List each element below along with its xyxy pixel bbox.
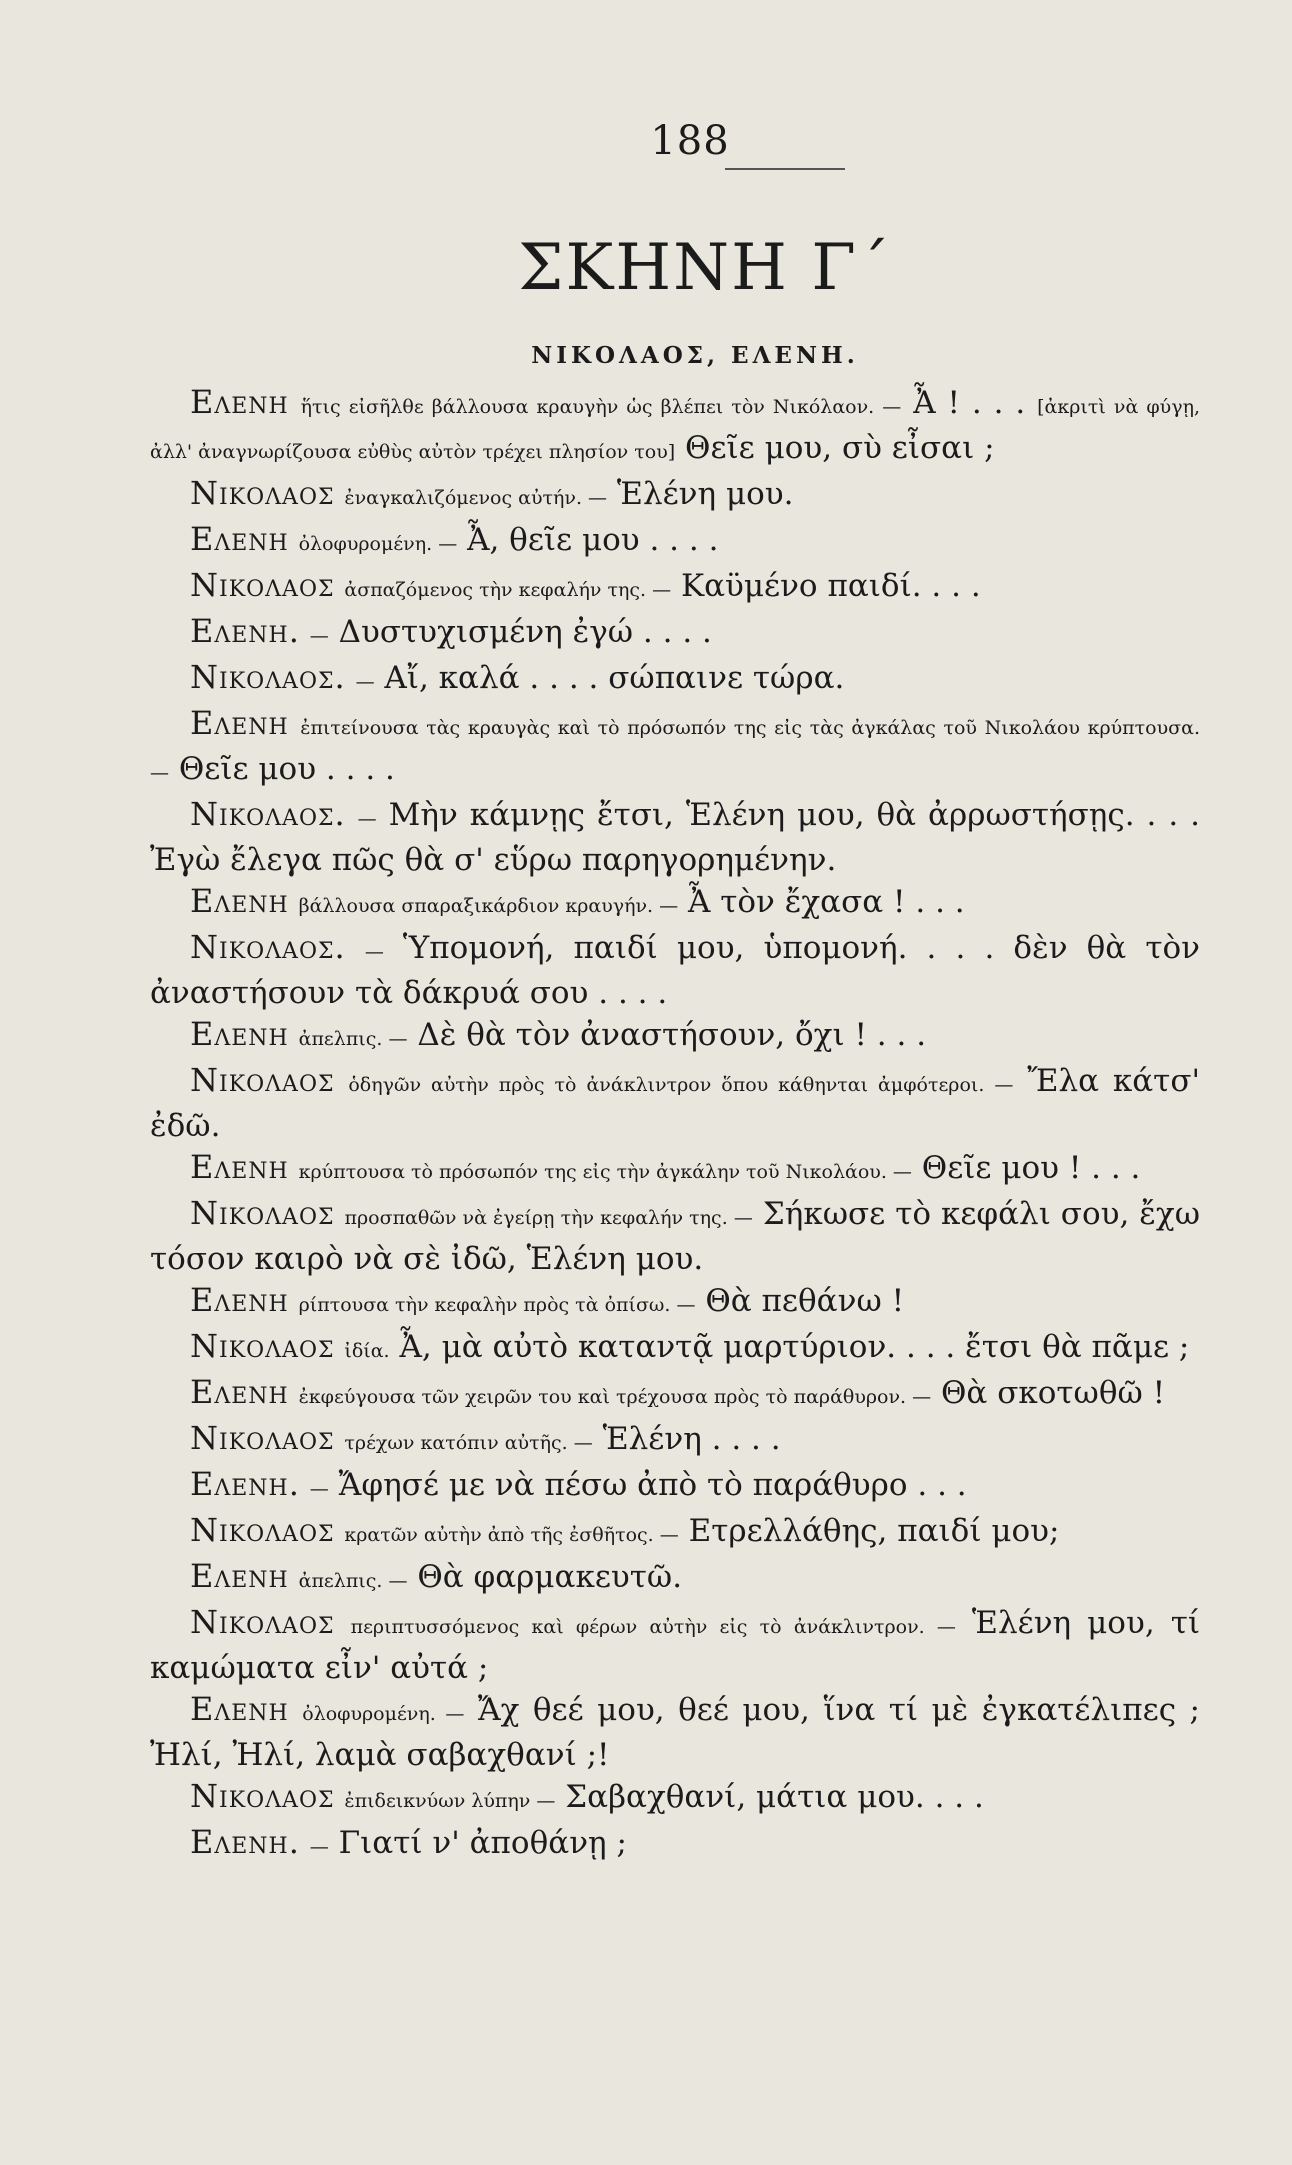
speaker-name: Νικολαος [190, 566, 335, 604]
stage-direction: ὀλοφυρομένη. — [302, 1703, 465, 1725]
speaker-name: Ελενη. [190, 1465, 300, 1503]
speaker-name: Νικολαος [190, 474, 335, 512]
spoken-text: Μὴν κάμνῃς ἔτσι, Ἑλένη μου, θὰ ἀρρωστήσῃς. . . . Ἐγὼ ἔλεγα πῶς θὰ σ' εὕρω παρηγορημένην. [150, 797, 1200, 878]
spoken-text: Ἆ, θεῖε μου . . . . [467, 522, 719, 558]
stage-direction: βάλλουσα σπαραξικάρδιον κραυγήν. — [298, 895, 679, 917]
dialogue-line [150, 1372, 1200, 1418]
dialogue-line [150, 1556, 1200, 1602]
dialogue-line [150, 1418, 1200, 1464]
stage-direction: προσπαθῶν νὰ ἐγείρῃ τὴν κεφαλήν της. — [344, 1207, 753, 1229]
speaker-name: Νικολαος [190, 1419, 335, 1457]
spoken-text: Ἄχ θεέ μου, θεέ μου, ἵνα τί μὲ ἐγκατέλιπες ; Ἠλί, Ἠλί, λαμὰ σαβαχθανί ;! [150, 1692, 1200, 1773]
spoken-text: Θὰ σκοτωθῶ ! [941, 1375, 1166, 1411]
dialogue-line [150, 1602, 1200, 1689]
dialogue-line [150, 382, 1200, 473]
spoken-text: Σήκωσε τὸ κεφάλι σου, ἔχω τόσον καιρὸ νὰ σὲ ἰδῶ, Ἑλένη μου. [150, 1196, 1200, 1277]
stage-direction: — [355, 671, 375, 693]
dialogue-line [150, 1326, 1200, 1372]
stage-direction: ρίπτουσα τὴν κεφαλὴν πρὸς τὰ ὀπίσω. — [298, 1294, 696, 1316]
dialogue-line [150, 1147, 1200, 1193]
stage-direction: ὀλοφυρομένη. — [298, 533, 458, 555]
scene-title: ΣΚΗΝΗ Γ΄ [518, 231, 892, 305]
dialogue-line [150, 1060, 1200, 1147]
speaker-name: Ελενη [190, 383, 289, 421]
dialogue [150, 382, 1200, 1868]
speaker-name: Νικολαος [190, 1327, 335, 1365]
stage-direction: ἥτις εἰσῆλθε βάλλουσα κραυγὴν ὡς βλέπει τὸν Νικόλαον. — [300, 396, 902, 418]
stage-direction: ἀπελπις. — [298, 1570, 408, 1592]
speaker-name: Νικολαος [190, 1777, 335, 1815]
dialogue-line [150, 927, 1200, 1014]
spoken-text: Αἴ, καλά . . . . σώπαινε τώρα. [384, 660, 845, 696]
spoken-text: Θεῖε μου, σὺ εἶσαι ; [685, 430, 995, 466]
speaker-name: Νικολαος. [190, 658, 346, 696]
speaker-name: Ελενη. [190, 1823, 300, 1861]
spoken-text: Θὰ φαρμακευτῶ. [417, 1559, 683, 1595]
stage-direction: ἀπελπις. — [298, 1028, 408, 1050]
speaker-name: Ελενη [190, 520, 289, 558]
speaker-name: Ελενη [190, 1690, 289, 1728]
spoken-text: Ετρελλάθης, παιδί μου; [688, 1513, 1060, 1549]
speaker-name: Ελενη [190, 882, 289, 920]
spoken-text: Σαβαχθανί, μάτια μου. . . . [565, 1779, 984, 1815]
spoken-text: Δὲ θὰ τὸν ἀναστήσουν, ὄχι ! . . . [417, 1017, 927, 1053]
speaker-name: Ελενη [190, 1015, 289, 1053]
dialogue-line [150, 1689, 1200, 1776]
spoken-text: Ἆ, μὰ αὐτὸ καταντᾷ μαρτύριον. . . . ἔτσι θὰ πᾶμε ; [399, 1329, 1190, 1365]
speaker-name: Ελενη [190, 704, 289, 742]
dialogue-line [150, 794, 1200, 881]
spoken-text: Δυστυχισμένη ἐγώ . . . . [338, 614, 712, 650]
dialogue-line [150, 1464, 1200, 1510]
stage-direction: ἰδία. [344, 1340, 390, 1362]
spoken-text: Ἑλένη μου, τί καμώματα εἶν' αὐτά ; [150, 1605, 1201, 1686]
dialogue-line [150, 657, 1200, 703]
spoken-text: Ἆ ! . . . [913, 385, 1038, 421]
spoken-text: Θεῖε μου ! . . . [921, 1150, 1141, 1186]
speaker-name: Νικολαος [190, 1061, 335, 1099]
stage-direction: κρύπτουσα τὸ πρόσωπόν της εἰς τὴν ἀγκάλην τοῦ Νικολάου. — [298, 1161, 912, 1183]
stage-direction: ἐπιδεικνύων λύπην — [344, 1790, 556, 1812]
dialogue-line [150, 565, 1200, 611]
dialogue-line [150, 473, 1200, 519]
dialogue-line [150, 1193, 1200, 1280]
stage-direction: — [364, 941, 384, 963]
stage-direction: — [309, 1836, 329, 1858]
dialogue-line [150, 1280, 1200, 1326]
dialogue-line [150, 881, 1200, 927]
dialogue-line [150, 519, 1200, 565]
speaker-name: Νικολαος [190, 1194, 335, 1232]
stage-direction: τρέχων κατόπιν αὐτῆς. — [344, 1432, 593, 1454]
speaker-name: Νικολαος [190, 1603, 335, 1641]
dialogue-line [150, 1510, 1200, 1556]
stage-direction: ἐναγκαλιζόμενος αὐτήν. — [344, 487, 608, 509]
spoken-text: Ἑλένη μου. [616, 476, 794, 512]
scene-characters: ΝΙΚΟΛΑΟΣ, ΕΛΕΝΗ. [531, 342, 859, 369]
dialogue-line [150, 1014, 1200, 1060]
stage-direction: ὁδηγῶν αὐτὴν πρὸς τὸ ἀνάκλιντρον ὅπου κάθηνται ἀμφότεροι. — [348, 1074, 1014, 1096]
stage-direction: ἐκφεύγουσα τῶν χειρῶν του καὶ τρέχουσα πρὸς τὸ παράθυρον. — [298, 1386, 932, 1408]
dialogue-line [150, 1776, 1200, 1822]
speaker-name: Νικολαος [190, 1511, 335, 1549]
stage-direction: κρατῶν αὐτὴν ἀπὸ τῆς ἐσθῆτος. — [344, 1524, 679, 1546]
speaker-name: Νικολαος. [190, 795, 346, 833]
dialogue-line [150, 611, 1200, 657]
stage-direction: [ἀκριτὶ νὰ φύγῃ, ἀλλ' ἀναγνωρίζουσα εὐθὺς αὐτὸν τρέχει πλησίον του] [150, 396, 1200, 463]
stage-direction: — [309, 1478, 329, 1500]
spoken-text: Ἄφησέ με νὰ πέσω ἀπὸ τὸ παράθυρο . . . [338, 1467, 967, 1503]
stage-direction: ἀσπαζόμενος τὴν κεφαλήν της. — [344, 579, 672, 601]
speaker-name: Ελενη. [190, 612, 300, 650]
spoken-text: Ἔλα κάτσ' ἐδῶ. [150, 1063, 1201, 1144]
stage-direction: ἐπιτείνουσα τὰς κραυγὰς καὶ τὸ πρόσωπόν της εἰς τὰς ἀγκάλας τοῦ Νικολάου κρύπτουσα. — [150, 717, 1200, 784]
speaker-name: Ελενη [190, 1373, 289, 1411]
dialogue-line [150, 703, 1200, 794]
spoken-text: Γιατί ν' ἀποθάνῃ ; [338, 1825, 627, 1861]
spoken-text: Ὑπομονή, παιδί μου, ὑπομονή. . . . δὲν θὰ τὸν ἀναστήσουν τὰ δάκρυά σου . . . . [150, 930, 1201, 1011]
page-number: 188 [650, 118, 730, 164]
spoken-text: Ἑλένη . . . . [602, 1421, 781, 1457]
stage-direction: — [357, 808, 377, 830]
spoken-text: Θεῖε μου . . . . [178, 751, 395, 787]
spoken-text: Θὰ πεθάνω ! [705, 1283, 905, 1319]
spoken-text: Ἆ τὸν ἔχασα ! . . . [688, 884, 965, 920]
speaker-name: Νικολαος. [190, 928, 346, 966]
spoken-text: Καϋμένο παιδί. . . . [680, 568, 981, 604]
speaker-name: Ελενη [190, 1148, 289, 1186]
page-number-rule [725, 168, 845, 170]
stage-direction: περιπτυσσόμενος καὶ φέρων αὐτὴν εἰς τὸ ἀνάκλιντρον. — [350, 1616, 956, 1638]
dialogue-line [150, 1822, 1200, 1868]
speaker-name: Ελενη [190, 1281, 289, 1319]
stage-direction: — [309, 625, 329, 647]
speaker-name: Ελενη [190, 1557, 289, 1595]
